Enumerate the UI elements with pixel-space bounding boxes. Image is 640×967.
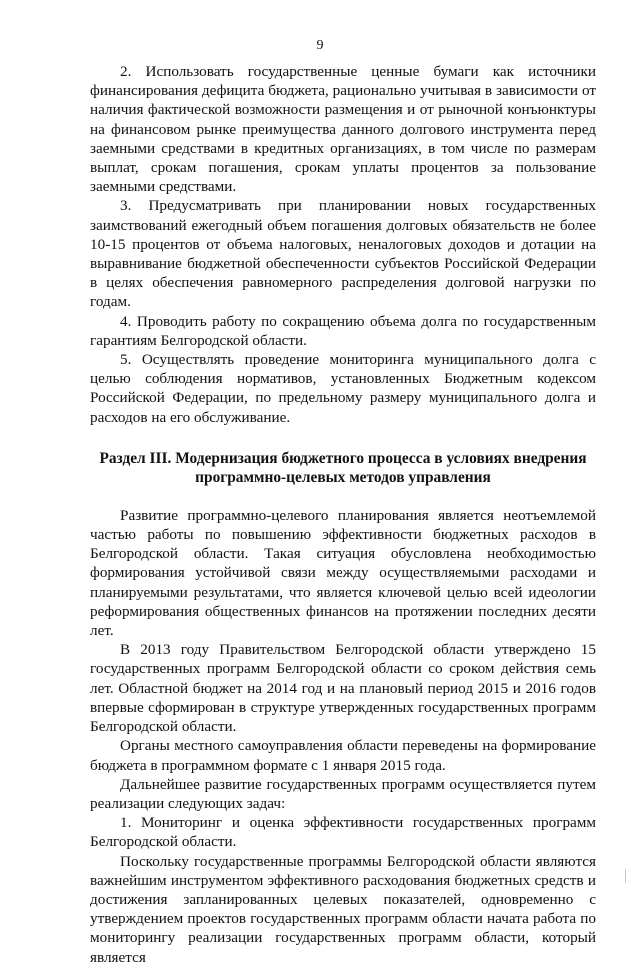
scan-edge-mark (625, 869, 632, 883)
paragraph-2013-programs: В 2013 году Правительством Белгородской области утверждено 15 государственных программ Белгородской области со сроком действия семь лет. Областной бюджет на 2014 год и на плановый период 2015 и 2016 годов впервые сформирован в структуре утвержденных государственных программ Белгородской области. (90, 641, 596, 736)
section-heading: Раздел III. Модернизация бюджетного процесса в условиях внедрения программно-целевых методов управления (99, 449, 587, 487)
paragraph-program-planning: Развитие программно-целевого планирования является неотъемлемой частью работы по повышению эффективности бюджетных расходов в Белгородской области. Такая ситуация обусловлена необходимостью формирования устойчивой связи между осуществляемыми расходами и планируемыми результатами, что является ключевой целью всей идеологии реформирования общественных финансов на протяжении последних десяти лет. (90, 506, 596, 640)
paragraph-local-government: Органы местного самоуправления области переведены на формирование бюджета в программном формате с 1 января 2015 года. (90, 737, 596, 774)
paragraph-item-4: 4. Проводить работу по сокращению объема долга по государственным гарантиям Белгородской области. (90, 312, 596, 349)
paragraph-task-1: 1. Мониторинг и оценка эффективности государственных программ Белгородской области. (90, 814, 596, 851)
paragraph-item-5: 5. Осуществлять проведение мониторинга муниципального долга с целью соблюдения нормативов, установленных Бюджетным кодексом Российской Федерации, по предельному размеру муниципального долга и расходов на его обслуживание. (90, 351, 596, 426)
page-number: 9 (316, 38, 324, 53)
paragraph-item-3: 3. Предусматривать при планировании новых государственных заимствований ежегодный объем погашения долговых обязательств не более 10-15 процентов от объема налоговых, неналоговых доходов и дотации на выравнивание бюджетной обеспеченности субъектов Российской Федерации в целях обеспечения равномерного распределения долговой нагрузки по годам. (90, 197, 596, 311)
paragraph-item-2: 2. Использовать государственные ценные бумаги как источники финансирования дефицита бюджета, рационально учитывая в зависимости от наличия фактической возможности размещения и от рыночной конъюнктуры на финансовом рынке преимущества данного долгового инструмента перед заемными средствами в кредитных организациях, в том числе по размерам выплат, срокам погашения, срокам уплаты процентов за пользование заемными средствами. (90, 63, 596, 196)
paragraph-monitoring: Поскольку государственные программы Белгородской области являются важнейшим инструментом эффективного расходования бюджетных средств и достижения запланированных целевых показателей, одновременно с утверждением проектов государственных программ области начата работа по мониторингу реализации государственных программ области, который является (90, 852, 596, 966)
paragraph-further-development: Дальнейшее развитие государственных программ осуществляется путем реализации следующих задач: (90, 775, 596, 812)
document-body (90, 62, 596, 967)
